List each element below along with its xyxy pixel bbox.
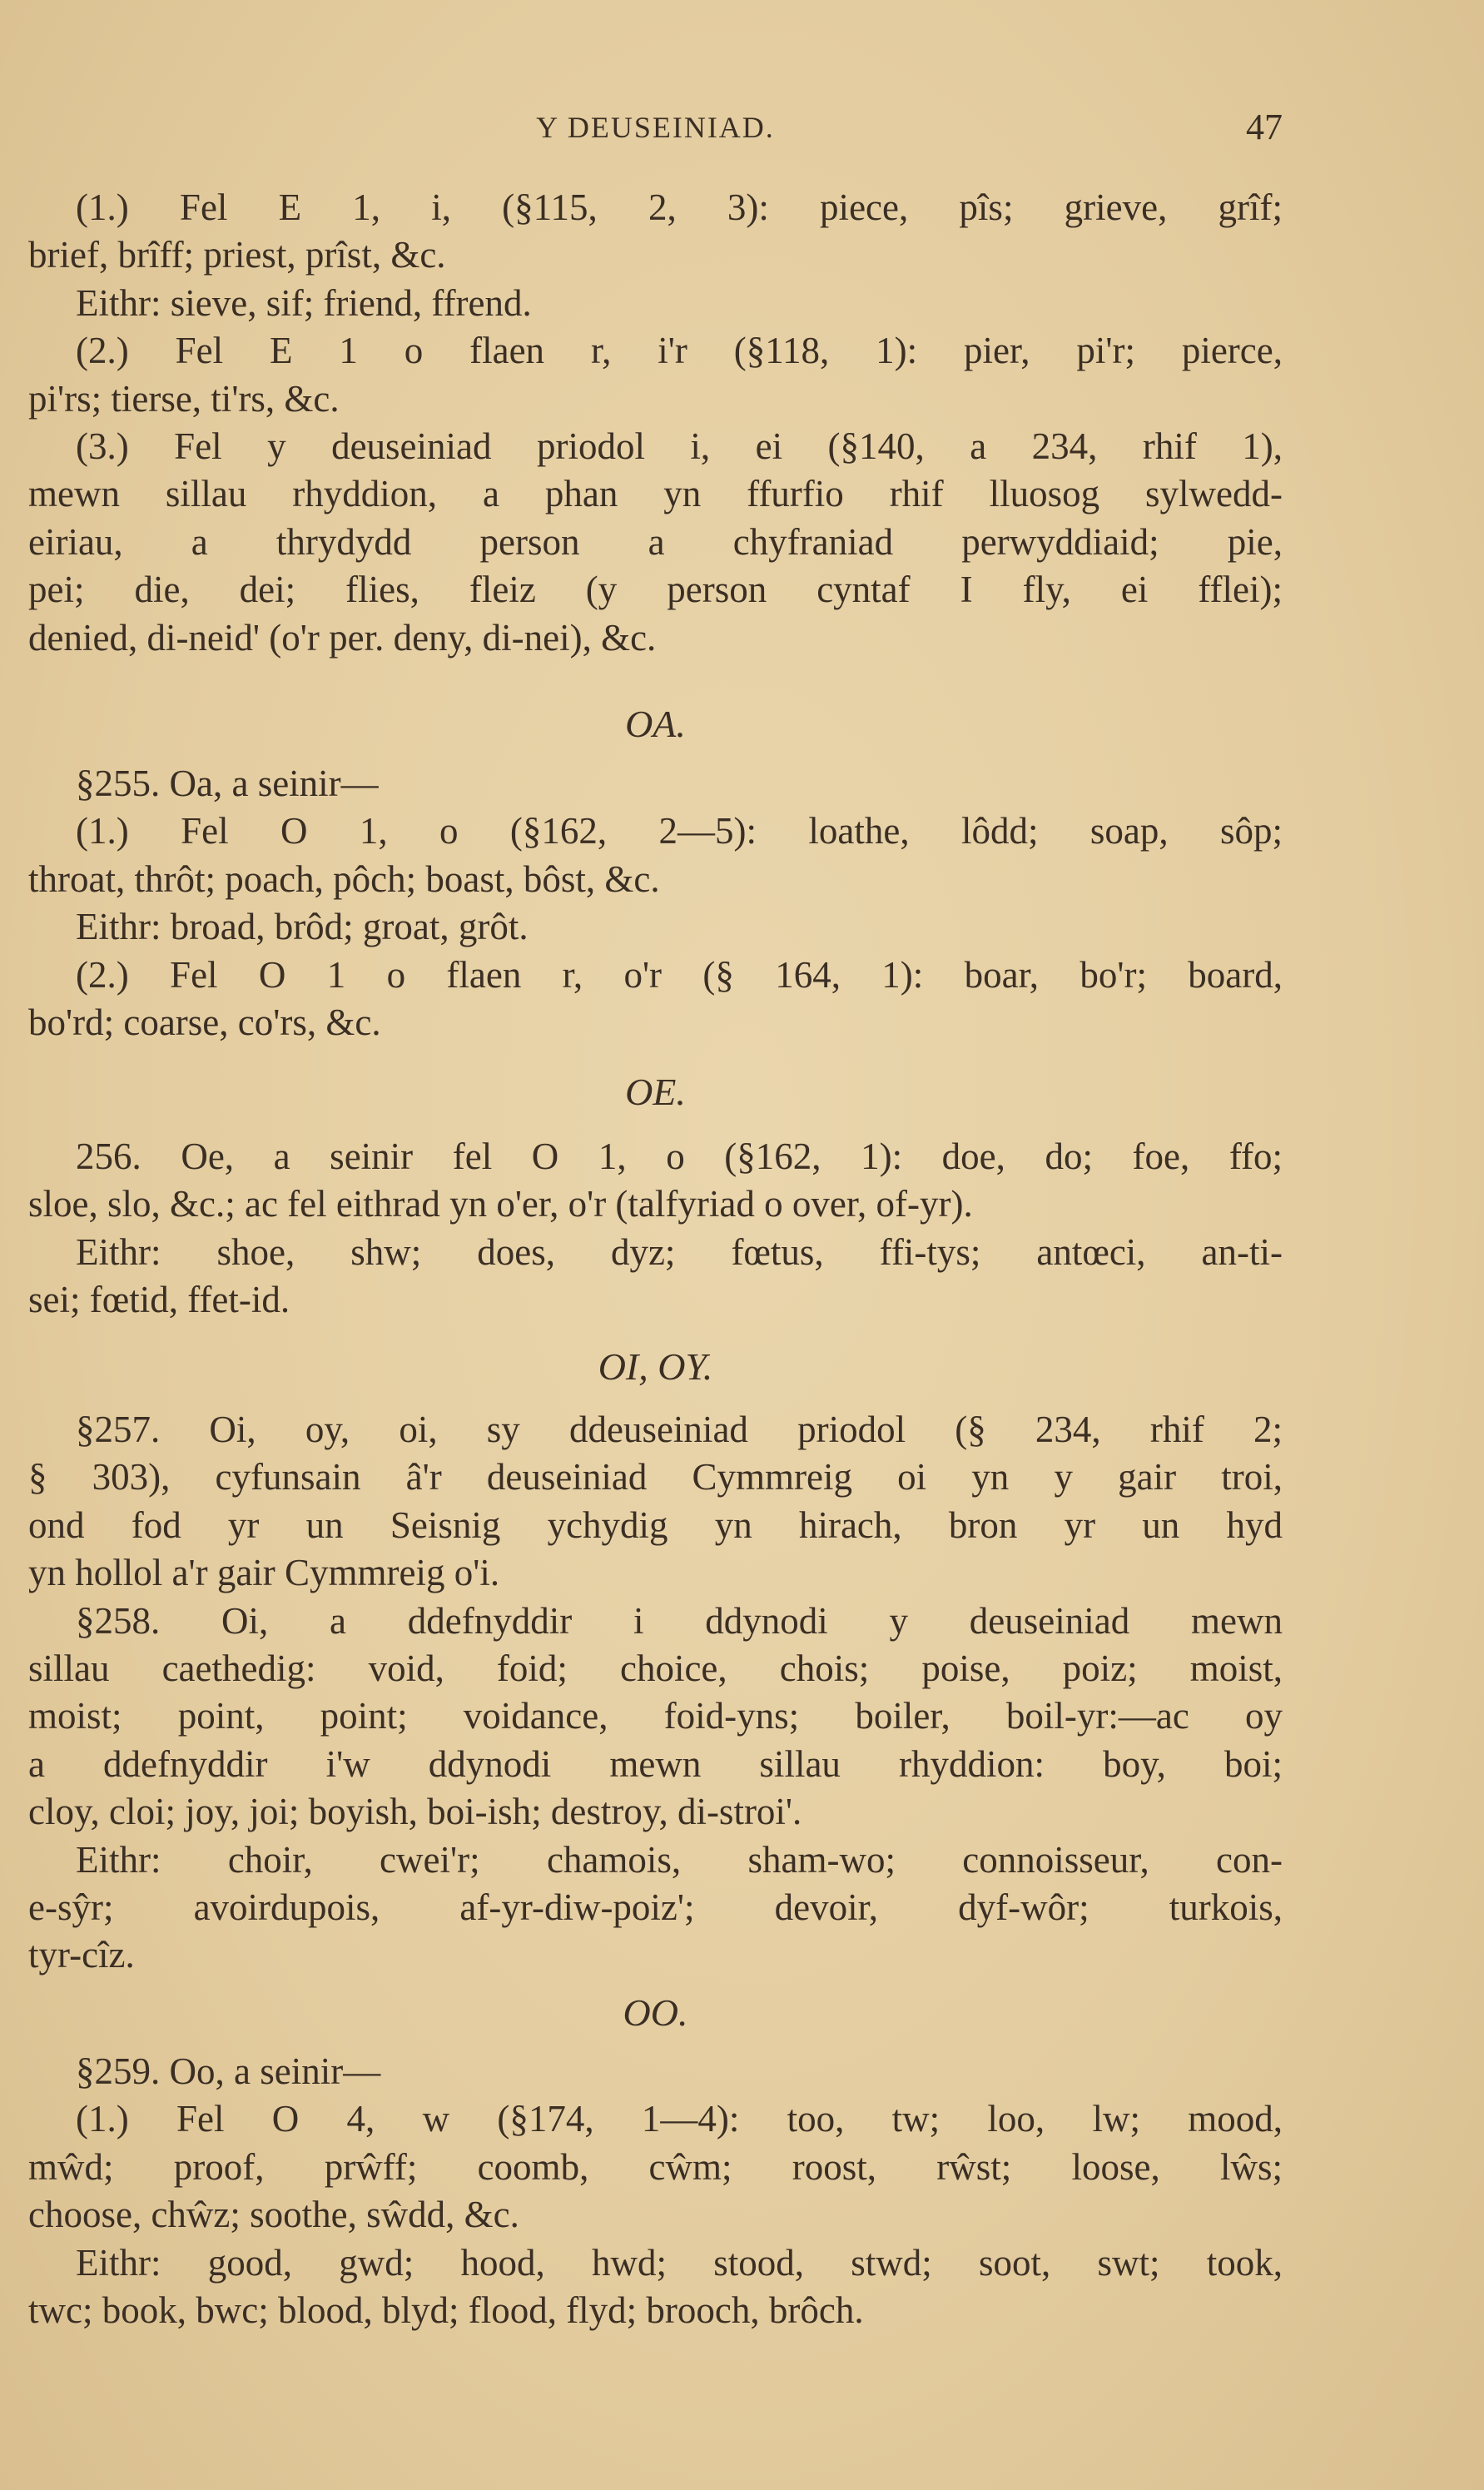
text-line: Eithr: good, gwd; hood, hwd; stood, stwd; soot, swt; took, bbox=[76, 2241, 1283, 2284]
text-line: mŵd; proof, prŵff; coomb, cŵm; roost, rŵst; loose, lŵs; bbox=[28, 2145, 1283, 2188]
text-line: (1.) Fel O 4, w (§174, 1—4): too, tw; loo, lw; mood, bbox=[76, 2098, 1283, 2140]
section-body-oe bbox=[28, 1133, 1283, 1325]
text-line: pei; die, dei; flies, fleiz (y person cyntaf I fly, ei fflei); bbox=[28, 569, 1283, 611]
running-head-title: Y DEUSEINIAD. bbox=[536, 111, 775, 144]
text-line: pi'rs; tierse, ti'rs, &c. bbox=[28, 377, 340, 420]
text-line: Eithr: choir, cwei'r; chamois, sham-wo; connoisseur, con- bbox=[76, 1838, 1283, 1881]
section-heading-oa: OA. bbox=[625, 703, 686, 745]
text-line: (1.) Fel O 1, o (§162, 2—5): loathe, lôdd; soap, sôp; bbox=[76, 810, 1283, 852]
paragraph bbox=[28, 1229, 1283, 1325]
text-line: Eithr: shoe, shw; does, dyz; fœtus, ffi-tys; antœci, an-ti- bbox=[76, 1230, 1283, 1273]
section-heading-oe: OE. bbox=[625, 1071, 686, 1113]
text-line: (1.) Fel E 1, i, (§115, 2, 3): piece, pîs; grieve, grîf; bbox=[76, 186, 1283, 228]
text-line: choose, chŵz; soothe, sŵdd, &c. bbox=[28, 2194, 519, 2236]
text-line: bo'rd; coarse, co'rs, &c. bbox=[28, 1001, 381, 1043]
paragraph bbox=[28, 327, 1283, 423]
paragraph bbox=[28, 1133, 1283, 1229]
section-body-oo bbox=[28, 2048, 1283, 2334]
text-line: sloe, slo, &c.; ac fel eithrad yn o'er, o'r (talfyriad o over, of-yr). bbox=[28, 1183, 973, 1225]
text-line: sillau caethedig: void, foid; choice, chois; poise, poiz; moist, bbox=[28, 1647, 1283, 1689]
text-line: e-sŷr; avoirdupois, af-yr-diw-poiz'; devoir, dyf-wôr; turkois, bbox=[28, 1886, 1283, 1928]
text-line: Eithr: broad, brôd; groat, grôt. bbox=[76, 906, 529, 948]
text-line: brief, brîff; priest, prîst, &c. bbox=[28, 234, 446, 276]
text-line: tyr-cîz. bbox=[28, 1934, 135, 1976]
text-line: throat, thrôt; poach, pôch; boast, bôst, &c. bbox=[28, 857, 660, 900]
text-line: (2.) Fel E 1 o flaen r, i'r (§118, 1): pier, pi'r; pierce, bbox=[76, 330, 1283, 372]
text-line: mewn sillau rhyddion, a phan yn ffurfio rhif lluosog sylwedd- bbox=[28, 473, 1283, 515]
page-number: 47 bbox=[1246, 107, 1283, 147]
section-body-ei bbox=[28, 184, 1283, 662]
paragraph bbox=[28, 2048, 1283, 2095]
section-body-oi-oy bbox=[28, 1406, 1283, 1980]
section-heading-oo: OO. bbox=[623, 1991, 688, 2034]
paragraph bbox=[28, 423, 1283, 662]
paragraph bbox=[28, 2095, 1283, 2239]
text-line: Eithr: sieve, sif; friend, ffrend. bbox=[76, 281, 532, 324]
text-line: ond fod yr un Seisnig ychydig yn hirach, bron yr un hyd bbox=[28, 1503, 1283, 1546]
text-line: yn hollol a'r gair Cymmreig o'i. bbox=[28, 1552, 500, 1594]
text-line: twc; book, bwc; blood, blyd; flood, flyd; brooch, brôch. bbox=[28, 2289, 864, 2331]
text-line: § 303), cyfunsain â'r deuseiniad Cymmreig oi yn y gair troi, bbox=[28, 1456, 1283, 1498]
paragraph bbox=[28, 1836, 1283, 1980]
text-line: cloy, cloi; joy, joi; boyish, boi-ish; destroy, di-stroi'. bbox=[28, 1791, 802, 1833]
paragraph bbox=[28, 1406, 1283, 1598]
text-line: eiriau, a thrydydd person a chyfraniad perwyddiaid; pie, bbox=[28, 520, 1283, 563]
text-line: denied, di-neid' (o'r per. deny, di-nei), &c. bbox=[28, 616, 657, 659]
text-line: §259. Oo, a seinir— bbox=[76, 2050, 381, 2092]
text-line: §257. Oi, oy, oi, sy ddeuseiniad priodol (§ 234, rhif 2; bbox=[76, 1409, 1283, 1450]
text-line: (2.) Fel O 1 o flaen r, o'r (§ 164, 1): boar, bo'r; board, bbox=[76, 953, 1283, 996]
text-line: §255. Oa, a seinir— bbox=[76, 763, 379, 804]
text-line: (3.) Fel y deuseiniad priodol i, ei (§140, a 234, rhif 1), bbox=[76, 425, 1283, 467]
paragraph bbox=[28, 1598, 1283, 1836]
paragraph bbox=[28, 952, 1283, 1047]
text-line: sei; fœtid, ffet-id. bbox=[28, 1279, 290, 1321]
text-line: moist; point, point; voidance, foid-yns; boiler, boil-yr:—ac oy bbox=[28, 1695, 1283, 1737]
section-body-oa bbox=[28, 760, 1283, 1046]
text-line: 256. Oe, a seinir fel O 1, o (§162, 1): doe, do; foe, ffo; bbox=[76, 1136, 1283, 1177]
text-line: §258. Oi, a ddefnyddir i ddynodi y deuseiniad mewn bbox=[76, 1599, 1283, 1642]
running-head bbox=[28, 103, 1283, 152]
paragraph bbox=[28, 903, 1283, 951]
paragraph bbox=[28, 808, 1283, 903]
section-heading-oi-oy: OI, OY. bbox=[598, 1345, 713, 1388]
paragraph bbox=[28, 2239, 1283, 2335]
paragraph bbox=[28, 184, 1283, 280]
text-line: a ddefnyddir i'w ddynodi mewn sillau rhyddion: boy, boi; bbox=[28, 1742, 1283, 1785]
paragraph bbox=[28, 280, 1283, 327]
paragraph bbox=[28, 760, 1283, 808]
